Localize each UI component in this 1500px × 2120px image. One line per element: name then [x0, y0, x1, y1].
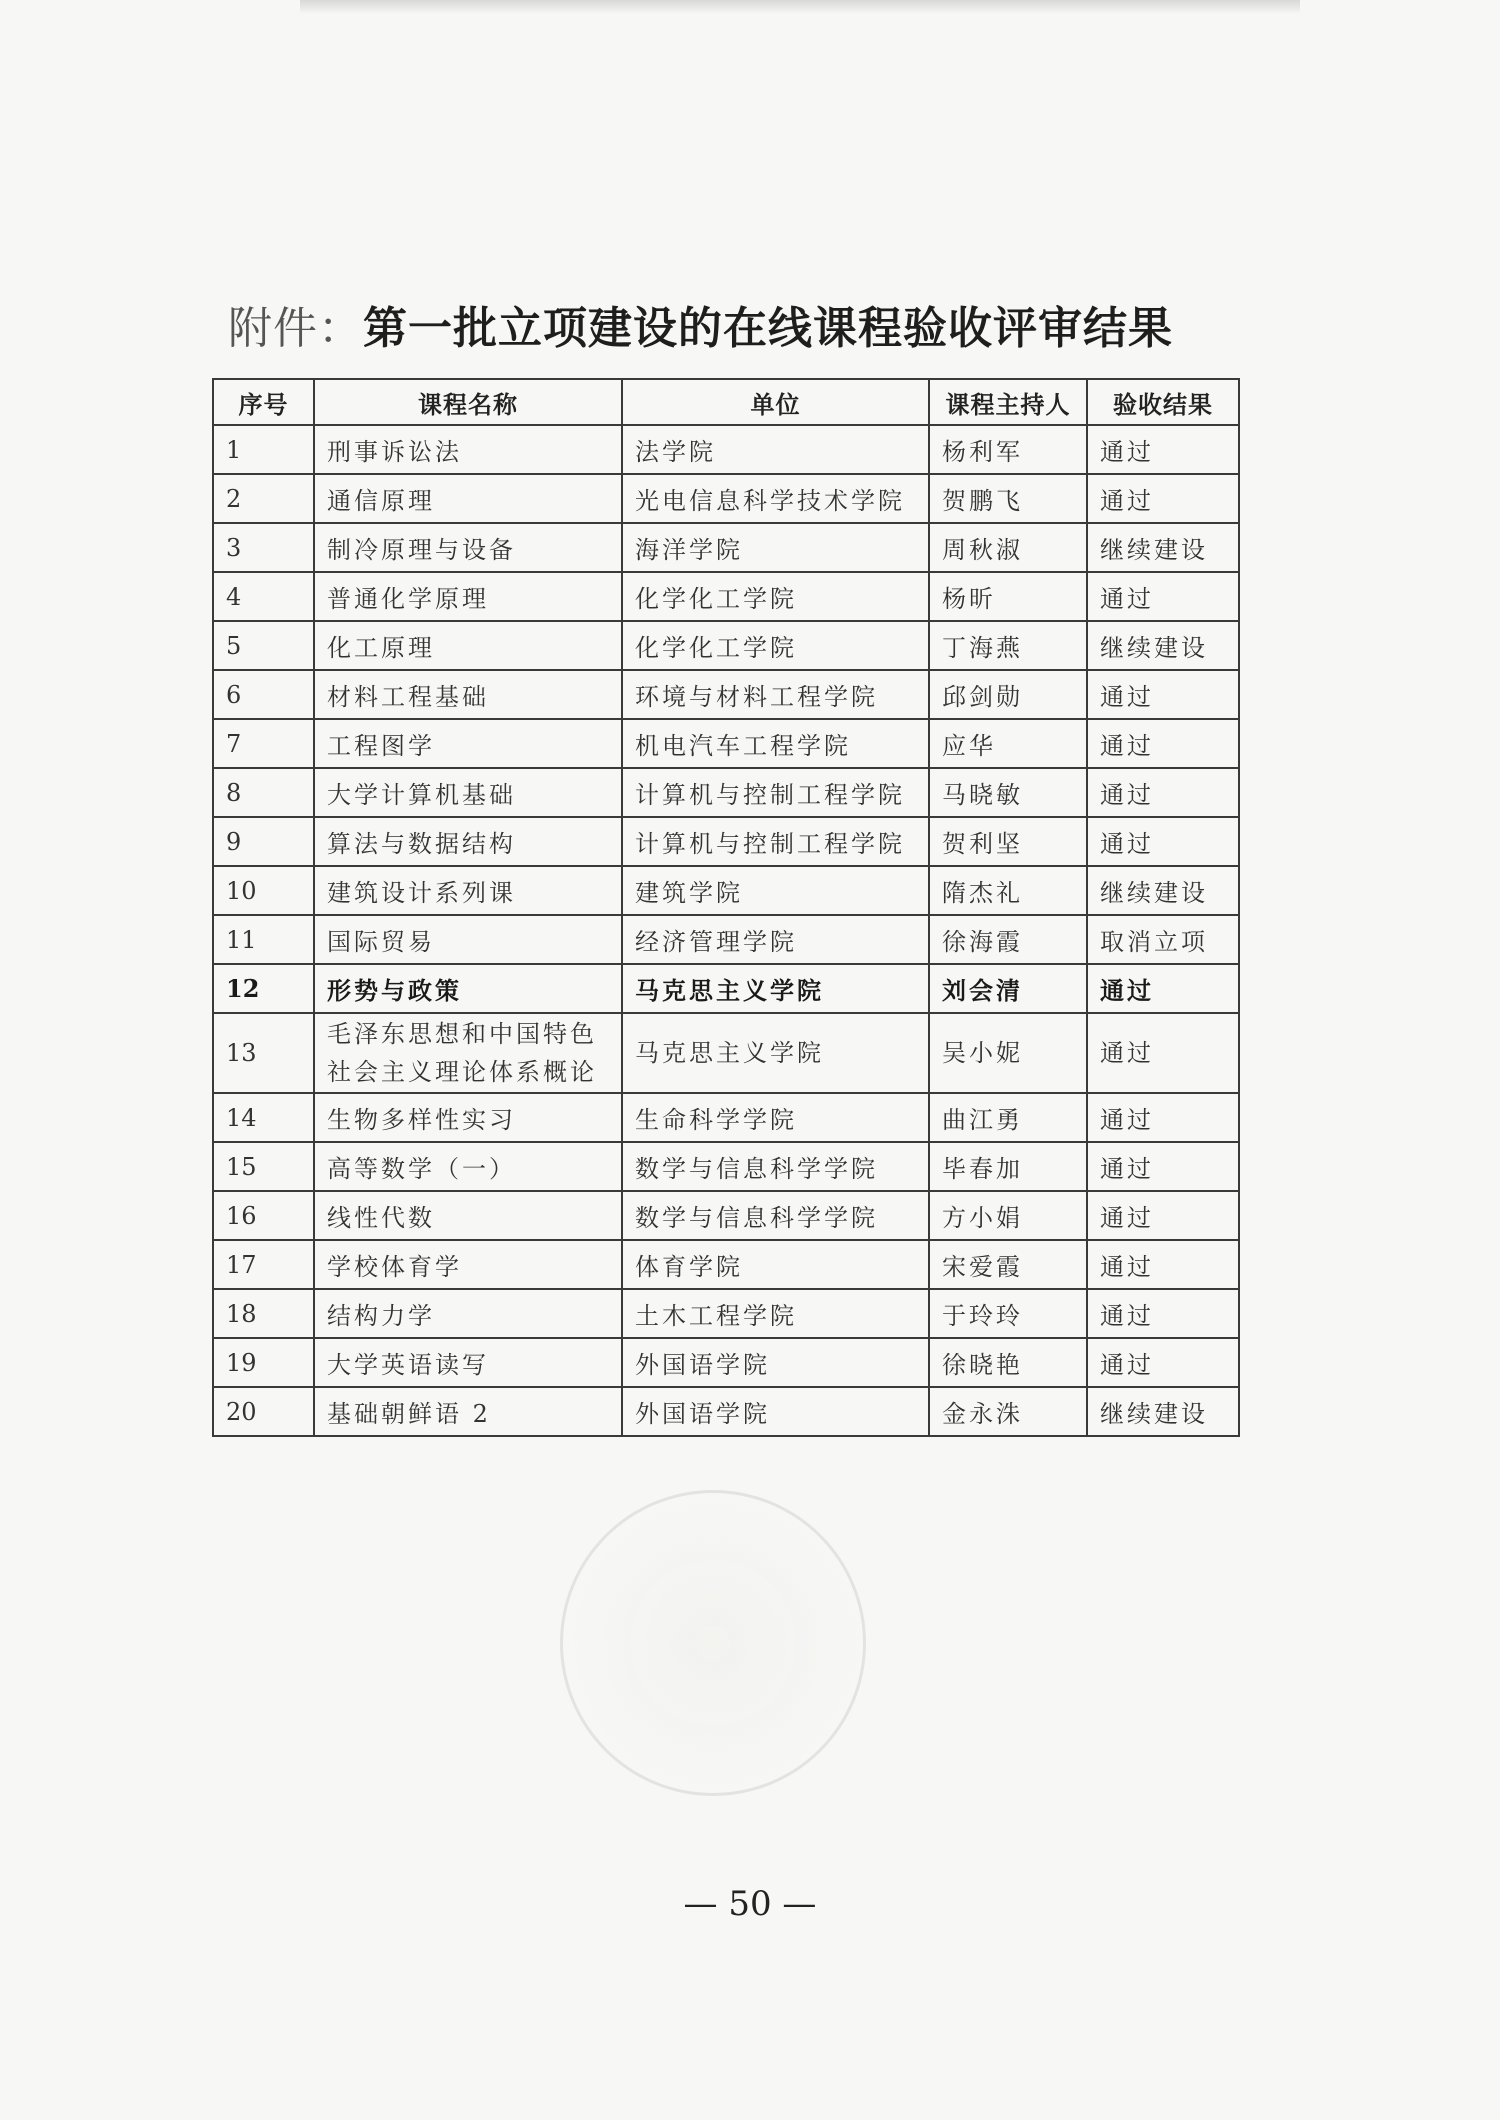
cell-host: 隋杰礼: [929, 866, 1087, 915]
cell-unit: 法学院: [622, 425, 929, 474]
cell-result: 通过: [1087, 1093, 1239, 1142]
cell-course-name: 通信原理: [314, 474, 622, 523]
cell-host: 刘会清: [929, 964, 1087, 1013]
scan-edge-shadow: [300, 0, 1300, 14]
cell-unit: 化学化工学院: [622, 572, 929, 621]
document-title: [228, 292, 1173, 356]
header-course-name: 课程名称: [314, 379, 622, 425]
cell-course-name: 刑事诉讼法: [314, 425, 622, 474]
table-row: [213, 817, 1239, 866]
cell-index: 17: [213, 1240, 314, 1289]
cell-course-name: 大学计算机基础: [314, 768, 622, 817]
cell-unit: 外国语学院: [622, 1387, 929, 1436]
cell-host: 徐晓艳: [929, 1338, 1087, 1387]
table-row: [213, 425, 1239, 474]
cell-host: 马晓敏: [929, 768, 1087, 817]
cell-host: 丁海燕: [929, 621, 1087, 670]
cell-index: 12: [213, 964, 314, 1013]
cell-unit: 化学化工学院: [622, 621, 929, 670]
cell-host: 杨利军: [929, 425, 1087, 474]
cell-index: 6: [213, 670, 314, 719]
cell-course-name: 大学英语读写: [314, 1338, 622, 1387]
cell-course-name: 学校体育学: [314, 1240, 622, 1289]
header-unit: 单位: [622, 379, 929, 425]
table-row: [213, 915, 1239, 964]
cell-unit: 建筑学院: [622, 866, 929, 915]
cell-index: 2: [213, 474, 314, 523]
cell-index: 16: [213, 1191, 314, 1240]
page-number: — 50 —: [683, 1884, 817, 1924]
cell-index: 19: [213, 1338, 314, 1387]
cell-index: 9: [213, 817, 314, 866]
header-host: 课程主持人: [929, 379, 1087, 425]
cell-course-name: 化工原理: [314, 621, 622, 670]
cell-unit: 数学与信息科学学院: [622, 1191, 929, 1240]
table-row: [213, 1093, 1239, 1142]
cell-result: 通过: [1087, 1142, 1239, 1191]
cell-result: 通过: [1087, 817, 1239, 866]
cell-host: 杨昕: [929, 572, 1087, 621]
results-table: [212, 378, 1240, 1437]
cell-index: 3: [213, 523, 314, 572]
cell-index: 20: [213, 1387, 314, 1436]
cell-result: 通过: [1087, 1013, 1239, 1093]
table-row: [213, 964, 1239, 1013]
table-row: [213, 1289, 1239, 1338]
cell-unit: 海洋学院: [622, 523, 929, 572]
cell-unit: 土木工程学院: [622, 1289, 929, 1338]
cell-course-name: 普通化学原理: [314, 572, 622, 621]
cell-index: 7: [213, 719, 314, 768]
table-body: [213, 425, 1239, 1436]
cell-result: 通过: [1087, 425, 1239, 474]
cell-unit: 外国语学院: [622, 1338, 929, 1387]
cell-result: 通过: [1087, 1338, 1239, 1387]
cell-unit: 马克思主义学院: [622, 1013, 929, 1093]
cell-index: 14: [213, 1093, 314, 1142]
cell-host: 方小娟: [929, 1191, 1087, 1240]
cell-course-name: 国际贸易: [314, 915, 622, 964]
table-row: [213, 1191, 1239, 1240]
cell-result: 通过: [1087, 1289, 1239, 1338]
cell-host: 应华: [929, 719, 1087, 768]
cell-result: 通过: [1087, 964, 1239, 1013]
cell-index: 1: [213, 425, 314, 474]
cell-unit: 计算机与控制工程学院: [622, 768, 929, 817]
cell-index: 10: [213, 866, 314, 915]
cell-course-name: 制冷原理与设备: [314, 523, 622, 572]
cell-result: 继续建设: [1087, 866, 1239, 915]
cell-unit: 数学与信息科学学院: [622, 1142, 929, 1191]
cell-index: 18: [213, 1289, 314, 1338]
cell-course-name: 线性代数: [314, 1191, 622, 1240]
cell-host: 徐海霞: [929, 915, 1087, 964]
cell-result: 通过: [1087, 474, 1239, 523]
cell-unit: 体育学院: [622, 1240, 929, 1289]
table-row: [213, 719, 1239, 768]
cell-unit: 机电汽车工程学院: [622, 719, 929, 768]
table-row: [213, 1240, 1239, 1289]
cell-course-name: 形势与政策: [314, 964, 622, 1013]
cell-host: 曲江勇: [929, 1093, 1087, 1142]
cell-result: 通过: [1087, 1240, 1239, 1289]
cell-index: 8: [213, 768, 314, 817]
cell-index: 5: [213, 621, 314, 670]
cell-course-name: 材料工程基础: [314, 670, 622, 719]
cell-result: 通过: [1087, 670, 1239, 719]
cell-host: 吴小妮: [929, 1013, 1087, 1093]
cell-course-name: 结构力学: [314, 1289, 622, 1338]
table-row: [213, 523, 1239, 572]
header-index: 序号: [213, 379, 314, 425]
cell-result: 继续建设: [1087, 621, 1239, 670]
table-row: [213, 1013, 1239, 1093]
cell-unit: 经济管理学院: [622, 915, 929, 964]
cell-course-name: 基础朝鲜语 2: [314, 1387, 622, 1436]
cell-index: 4: [213, 572, 314, 621]
header-result: 验收结果: [1087, 379, 1239, 425]
cell-index: 13: [213, 1013, 314, 1093]
cell-host: 宋爱霞: [929, 1240, 1087, 1289]
cell-result: 通过: [1087, 572, 1239, 621]
table-row: [213, 1387, 1239, 1436]
cell-course-name: 算法与数据结构: [314, 817, 622, 866]
cell-unit: 光电信息科学技术学院: [622, 474, 929, 523]
cell-result: 通过: [1087, 1191, 1239, 1240]
cell-unit: 生命科学学院: [622, 1093, 929, 1142]
table-row: [213, 866, 1239, 915]
cell-result: 取消立项: [1087, 915, 1239, 964]
cell-host: 周秋淑: [929, 523, 1087, 572]
cell-host: 贺鹏飞: [929, 474, 1087, 523]
cell-course-name: 毛泽东思想和中国特色社会主义理论体系概论: [314, 1013, 622, 1093]
cell-host: 邱剑勋: [929, 670, 1087, 719]
cell-unit: 环境与材料工程学院: [622, 670, 929, 719]
cell-course-name: 高等数学（一）: [314, 1142, 622, 1191]
table-row: [213, 670, 1239, 719]
cell-index: 15: [213, 1142, 314, 1191]
cell-course-name: 生物多样性实习: [314, 1093, 622, 1142]
cell-unit: 计算机与控制工程学院: [622, 817, 929, 866]
cell-host: 毕春加: [929, 1142, 1087, 1191]
table-header-row: [213, 379, 1239, 425]
table-row: [213, 1338, 1239, 1387]
cell-host: 金永洙: [929, 1387, 1087, 1436]
title-main: 第一批立项建设的在线课程验收评审结果: [363, 303, 1173, 354]
cell-host: 于玲玲: [929, 1289, 1087, 1338]
table-row: [213, 768, 1239, 817]
cell-result: 继续建设: [1087, 523, 1239, 572]
table-row: [213, 1142, 1239, 1191]
title-prefix: 附件：: [228, 303, 363, 354]
table-row: [213, 621, 1239, 670]
cell-result: 通过: [1087, 719, 1239, 768]
cell-result: 继续建设: [1087, 1387, 1239, 1436]
cell-index: 11: [213, 915, 314, 964]
cell-course-name: 建筑设计系列课: [314, 866, 622, 915]
cell-result: 通过: [1087, 768, 1239, 817]
cell-course-name: 工程图学: [314, 719, 622, 768]
table-row: [213, 474, 1239, 523]
table-row: [213, 572, 1239, 621]
cell-host: 贺利坚: [929, 817, 1087, 866]
faded-seal-stamp: [560, 1490, 866, 1796]
cell-unit: 马克思主义学院: [622, 964, 929, 1013]
